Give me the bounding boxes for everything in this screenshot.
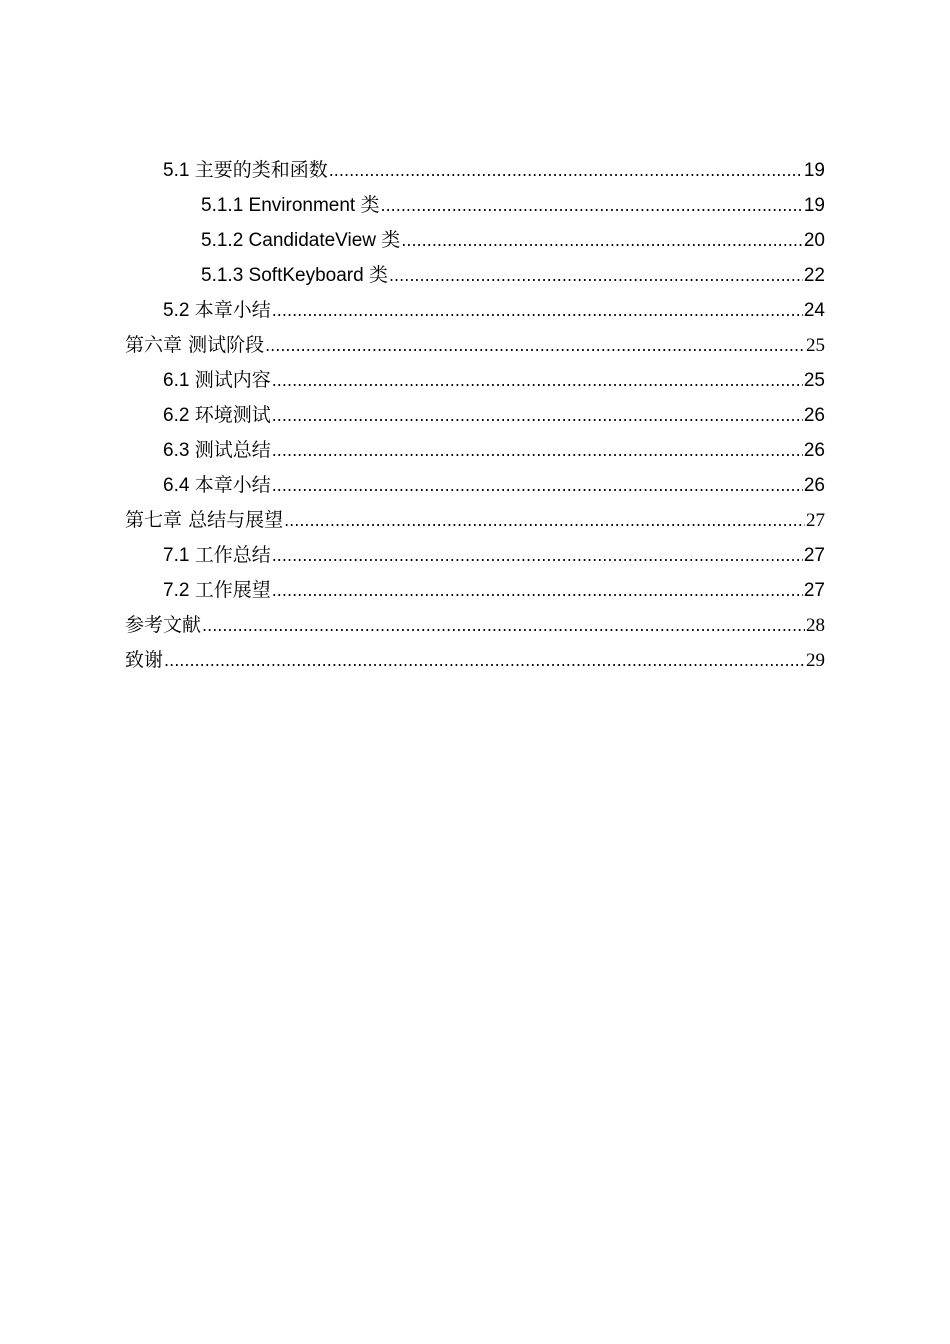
toc-entry-number: 5.1.1	[201, 195, 244, 216]
toc-entry-acknowledgements[interactable]	[125, 643, 825, 678]
toc-page-number: 27	[806, 510, 825, 531]
toc-entry-text: 主要的类和函数	[194, 159, 328, 181]
toc-page-number: 27	[803, 580, 825, 601]
toc-entry-title	[163, 398, 271, 433]
toc-page-number: 28	[806, 615, 825, 636]
toc-entry-text: 本章小结	[194, 299, 271, 321]
toc-page-number: 26	[803, 475, 825, 496]
toc-page-number: 25	[806, 335, 825, 356]
dot-leader	[164, 643, 805, 678]
toc-entry-chapter-7[interactable]	[125, 503, 825, 538]
toc-entry-text: 工作展望	[194, 579, 271, 601]
toc-page-number: 24	[803, 300, 825, 321]
dot-leader	[265, 328, 805, 363]
toc-entry-6-3[interactable]	[125, 433, 825, 468]
toc-entry-5-2[interactable]	[125, 293, 825, 328]
toc-entry-title	[201, 223, 400, 258]
toc-entry-text: 总结与展望	[188, 509, 284, 531]
toc-entry-5-1-1[interactable]	[125, 188, 825, 223]
toc-entry-number: 6.4	[163, 475, 190, 496]
toc-entry-number: 7.2	[163, 580, 190, 601]
toc-entry-title	[125, 328, 264, 363]
dot-leader	[272, 538, 803, 573]
dot-leader	[389, 258, 803, 293]
toc-entry-text: 本章小结	[194, 474, 271, 496]
toc-entry-title	[163, 433, 271, 468]
toc-entry-number: 6.1	[163, 370, 190, 391]
dot-leader	[272, 433, 803, 468]
dot-leader	[329, 153, 803, 188]
toc-entry-6-1[interactable]	[125, 363, 825, 398]
toc-page-number: 19	[803, 160, 825, 181]
toc-entry-title	[163, 153, 328, 188]
toc-entry-7-1[interactable]	[125, 538, 825, 573]
toc-entry-7-2[interactable]	[125, 573, 825, 608]
toc-entry-number: 5.1.2	[201, 230, 244, 251]
toc-entry-title	[163, 363, 271, 398]
toc-entry-5-1-3[interactable]	[125, 258, 825, 293]
toc-entry-title	[201, 188, 380, 223]
toc-page-number: 22	[803, 265, 825, 286]
toc-entry-number: 6.2	[163, 405, 190, 426]
dot-leader	[381, 188, 803, 223]
dot-leader	[272, 293, 803, 328]
toc-entry-title	[125, 643, 163, 678]
toc-entry-text: 测试总结	[194, 439, 271, 461]
toc-page-number: 29	[806, 650, 825, 671]
toc-entry-text: 参考文献	[125, 614, 202, 636]
dot-leader	[202, 608, 805, 643]
toc-entry-text: CandidateView 类	[248, 230, 401, 251]
dot-leader	[272, 363, 803, 398]
toc-entry-text: 工作总结	[194, 544, 271, 566]
toc-entry-number: 第六章	[125, 334, 183, 356]
table-of-contents	[125, 153, 825, 678]
toc-entry-title	[163, 538, 271, 573]
toc-entry-title	[125, 608, 201, 643]
toc-page-number: 26	[803, 405, 825, 426]
toc-entry-title	[201, 258, 388, 293]
toc-entry-5-1-2[interactable]	[125, 223, 825, 258]
toc-entry-title	[163, 293, 271, 328]
toc-page-number: 27	[803, 545, 825, 566]
toc-entry-text: 测试内容	[194, 369, 271, 391]
toc-entry-text: 环境测试	[194, 404, 271, 426]
toc-page-number: 19	[803, 195, 825, 216]
toc-entry-6-2[interactable]	[125, 398, 825, 433]
toc-entry-number: 7.1	[163, 545, 190, 566]
toc-entry-text: 测试阶段	[188, 334, 265, 356]
toc-entry-title	[163, 573, 271, 608]
toc-entry-6-4[interactable]	[125, 468, 825, 503]
toc-entry-text: 致谢	[125, 649, 164, 671]
dot-leader	[272, 398, 803, 433]
dot-leader	[401, 223, 803, 258]
toc-page-number: 26	[803, 440, 825, 461]
toc-entry-5-1[interactable]	[125, 153, 825, 188]
toc-page-number: 25	[803, 370, 825, 391]
toc-entry-title	[163, 468, 271, 503]
toc-entry-number: 5.1.3	[201, 265, 244, 286]
toc-entry-text: Environment 类	[248, 195, 380, 216]
toc-entry-chapter-6[interactable]	[125, 328, 825, 363]
toc-page-number: 20	[803, 230, 825, 251]
dot-leader	[272, 468, 803, 503]
toc-entry-title	[125, 503, 283, 538]
dot-leader	[272, 573, 803, 608]
dot-leader	[284, 503, 805, 538]
toc-entry-number: 第七章	[125, 509, 183, 531]
toc-entry-number: 6.3	[163, 440, 190, 461]
toc-entry-number: 5.2	[163, 300, 190, 321]
toc-entry-references[interactable]	[125, 608, 825, 643]
toc-entry-number: 5.1	[163, 160, 190, 181]
toc-entry-text: SoftKeyboard 类	[248, 265, 388, 286]
